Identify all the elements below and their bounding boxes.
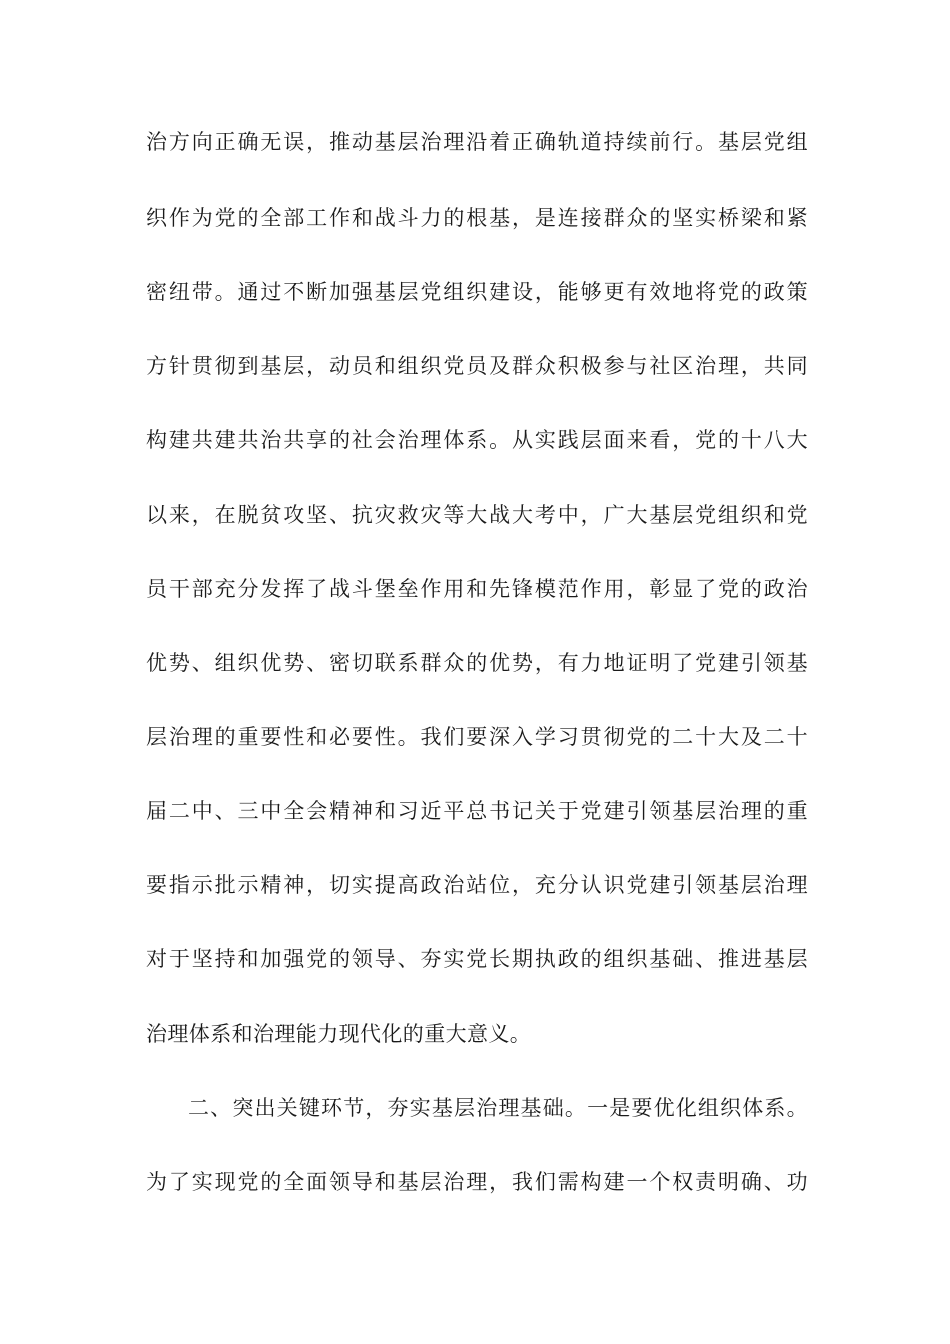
text-line-15: 为了实现党的全面领导和基层治理，我们需构建一个权责明确、功 [146,1170,808,1194]
text-line-2: 织作为党的全部工作和战斗力的根基，是连接群众的坚实桥梁和紧 [146,206,808,230]
text-line-13: 治理体系和治理能力现代化的重大意义。 [146,1022,532,1046]
text-line-5: 构建共建共治共享的社会治理体系。从实践层面来看，党的十八大 [146,428,808,452]
text-line-14: 二、突出关键环节，夯实基层治理基础。一是要优化组织体系。 [188,1096,808,1120]
text-line-12: 对于坚持和加强党的领导、夯实党长期执政的组织基础、推进基层 [146,947,808,971]
text-line-11: 要指示批示精神，切实提高政治站位，充分认识党建引领基层治理 [146,873,808,897]
text-line-9: 层治理的重要性和必要性。我们要深入学习贯彻党的二十大及二十 [146,725,808,749]
text-line-7: 员干部充分发挥了战斗堡垒作用和先锋模范作用，彰显了党的政治 [146,577,808,601]
text-line-3: 密纽带。通过不断加强基层党组织建设，能够更有效地将党的政策 [146,280,808,304]
text-line-8: 优势、组织优势、密切联系群众的优势，有力地证明了党建引领基 [146,651,808,675]
text-line-4: 方针贯彻到基层，动员和组织党员及群众积极参与社区治理，共同 [146,354,808,378]
text-line-6: 以来，在脱贫攻坚、抗灾救灾等大战大考中，广大基层党组织和党 [146,503,808,527]
text-line-10: 届二中、三中全会精神和习近平总书记关于党建引领基层治理的重 [146,799,808,823]
text-line-1: 治方向正确无误，推动基层治理沿着正确轨道持续前行。基层党组 [146,130,808,154]
